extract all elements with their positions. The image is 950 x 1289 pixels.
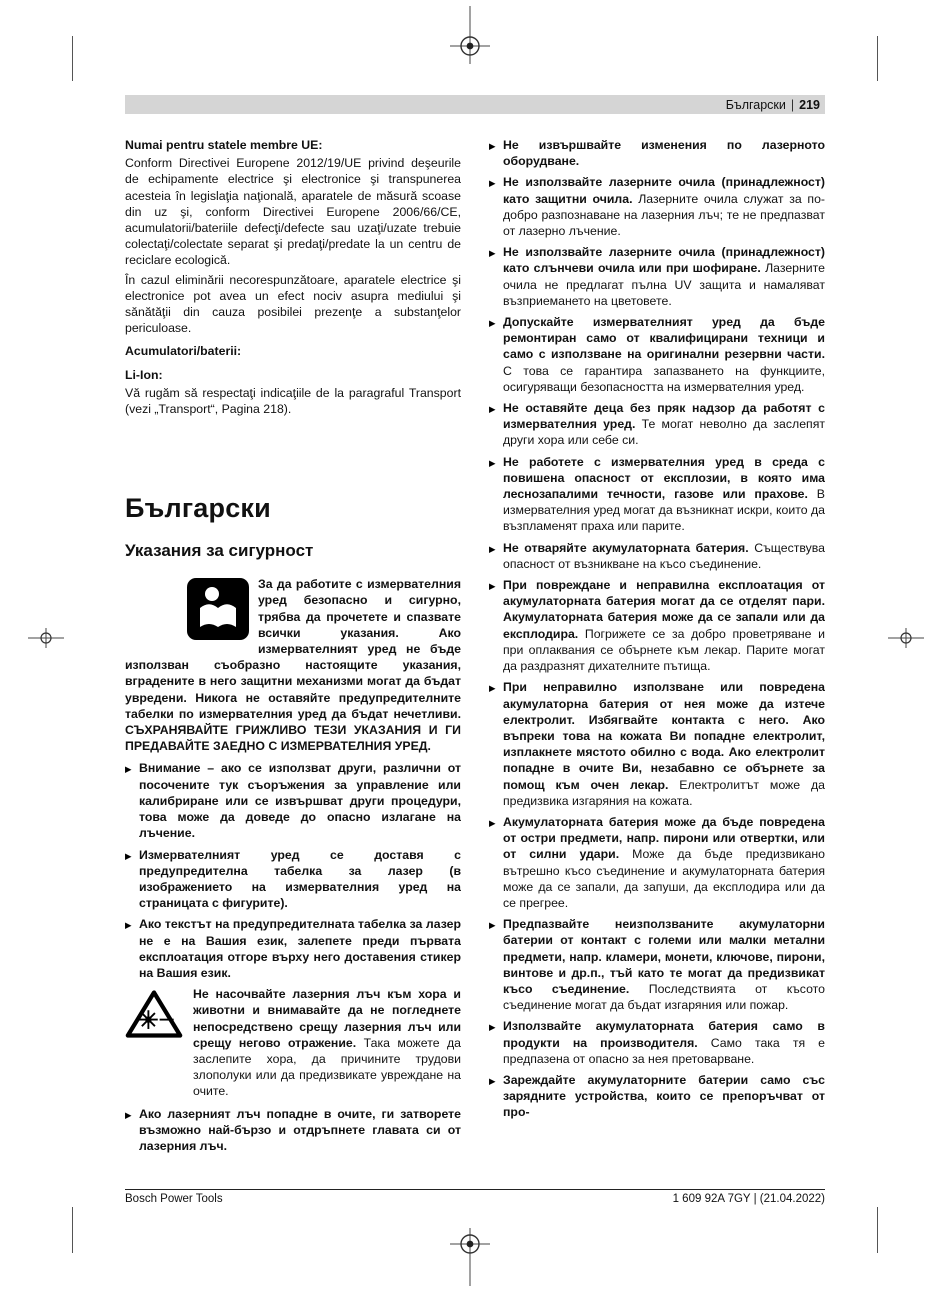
safety-bullet bbox=[125, 1106, 461, 1155]
bullet-text bbox=[503, 679, 825, 809]
safety-bullet bbox=[489, 916, 825, 1013]
bullet-text bbox=[503, 1072, 825, 1121]
safety-bullet bbox=[489, 540, 825, 572]
bullet-arrow-icon: ▶ bbox=[489, 683, 496, 694]
bullet-normal: Електролитът може да предизвика изгаряния на кожата. bbox=[503, 777, 825, 808]
left-column bbox=[125, 137, 461, 1185]
bullet-arrow-icon: ▶ bbox=[125, 850, 132, 861]
safety-bullet bbox=[489, 314, 825, 395]
safety-bullet bbox=[125, 916, 461, 981]
liion-heading: Li-Ion: bbox=[125, 367, 163, 382]
read-instructions-note bbox=[125, 576, 461, 754]
bullet-arrow-icon: ▶ bbox=[489, 543, 496, 554]
bullet-text bbox=[503, 314, 825, 395]
bullet-bold: Акумулаторната батерия може да бъде повредена от остри предмети, напр. пирони или отвертки, или от силни удари. bbox=[503, 814, 825, 862]
header-separator: | bbox=[790, 97, 795, 112]
bullet-arrow-icon: ▶ bbox=[125, 764, 132, 775]
bullet-text bbox=[503, 814, 825, 911]
bullet-arrow-icon: ▶ bbox=[489, 318, 496, 329]
bullet-text bbox=[503, 916, 825, 1013]
page-footer bbox=[125, 1189, 825, 1205]
intro-paragraph bbox=[125, 576, 461, 754]
bullet-arrow-icon: ▶ bbox=[489, 141, 496, 151]
bullet-bold: При неправилно използване или повредена акумулаторна батерия от нея може да изтече електролит. Избягвайте контакта с него. Ако въпреки това на кожата Ви попадне електролит, изплакнете мястото обилно с вода. Ако електролит попадне в очите Ви, незабавно се обърнете за помощ към очен лекар. bbox=[503, 680, 825, 792]
safety-bullet bbox=[489, 814, 825, 911]
bullet-normal: Може да бъде предизвикано вътрешно късо съединение и акумулаторната батерия може да се запали, да запуши, да експлодира или да се прегрее. bbox=[503, 847, 825, 910]
bullet-normal: В измервателния уред могат да възникнат искри, които да възпламенят праха или парите. bbox=[503, 487, 825, 534]
safety-bullet bbox=[489, 454, 825, 535]
bullet-bold: Зареждайте акумулаторните батерии само със зарядните устройства, които се препоръчват от про- bbox=[503, 1072, 825, 1120]
bullet-text bbox=[139, 847, 461, 912]
header-page-number: 219 bbox=[799, 97, 820, 112]
bullet-text bbox=[503, 454, 825, 535]
registration-mark-left bbox=[28, 628, 64, 648]
language-title: Български bbox=[125, 493, 271, 524]
safety-bullet bbox=[489, 679, 825, 809]
bullet-normal: Само така тя е предпазена от опасно за нея претоварване. bbox=[503, 1035, 825, 1066]
safety-bullet bbox=[489, 174, 825, 239]
read-manual-icon bbox=[187, 578, 249, 640]
safety-bullet bbox=[125, 847, 461, 912]
bullet-normal: Съществува опасност от възникване на късо съединение. bbox=[503, 540, 825, 571]
ue-members-heading: Numai pentru statele membre UE: bbox=[125, 138, 323, 152]
registration-target-bottom bbox=[450, 1224, 490, 1286]
bullet-bold: Не оставяйте деца без пряк надзор да работят с измервателния уред. bbox=[503, 401, 825, 432]
laser-warning-normal: Така можете да заслепите хора, да причините трудови злополуки или да предизвикате увреждане на очите. bbox=[193, 1035, 461, 1099]
bullet-text bbox=[139, 760, 461, 841]
ue-disposal-paragraph: În cazul eliminării necorespunzătoare, aparatele electrice şi electronice pot avea un efect nociv asupra mediului şi sănătăţii din cauza posibilei prezenţe a substanţelor periculoase. bbox=[125, 272, 461, 336]
bullet-normal: Последствията от късото съединение могат да бъдат изгаряния или пожар. bbox=[503, 981, 825, 1013]
bullet-arrow-icon: ▶ bbox=[489, 817, 496, 828]
bullet-text bbox=[139, 1106, 461, 1155]
crop-mark-bottom-left bbox=[72, 1207, 73, 1253]
safety-bullet bbox=[489, 1018, 825, 1067]
laser-warning-bold: Не насочвайте лазерния лъч към хора и животни и внимавайте да не погледнете непосредствено срещу лазерния лъч или срещу негово отражение. bbox=[193, 987, 461, 1050]
intro-bold-text: За да работите с измервателния уред безопасно и сигурно, трябва да прочетете и спазвате всички указания. Ако измервателният уред не бъде използван съобразно настоящите указания, вградените в него защитни механизми могат да бъдат увредени. Никога не оставяйте предупредителните табелки по измервателния уред да бъдат нечетливи. СЪХРАНЯВАЙТЕ ГРИЖЛИВО ТЕЗИ УКАЗАНИЯ И ГИ ПРЕДАВАЙТЕ ЗАЕДНО С ИЗМЕРВАТЕЛНИЯ УРЕД. bbox=[125, 577, 461, 754]
bullet-bold: Предпазвайте неизползваните акумулаторни батерии от контакт с големи или малки метални предмети, напр. кламери, монети, ключове, пирони, винтове и др.п., тъй като те могат да предизвикат късо съединение. bbox=[503, 917, 825, 996]
bullet-bold: При повреждане и неправилна експлоатация от акумулаторната батерия могат да се отделят пари. Акумулаторната батерия може да се запали или да експлодира. bbox=[503, 578, 825, 641]
bullet-arrow-icon: ▶ bbox=[489, 404, 496, 415]
batteries-heading: Acumulatori/baterii: bbox=[125, 344, 242, 359]
bullet-text bbox=[503, 137, 825, 169]
safety-bullet bbox=[489, 137, 825, 169]
bullet-text bbox=[139, 916, 461, 981]
safety-bullet bbox=[489, 400, 825, 449]
bullet-normal: Лазерните очила не предлагат пълна UV защита и намаляват възприемането на цветовете. bbox=[503, 261, 825, 308]
bullet-text bbox=[503, 540, 825, 572]
laser-warning-triangle-icon bbox=[125, 988, 183, 1099]
bullet-bold: Не използвайте лазерните очила (принадлежност) като защитни очила. bbox=[503, 175, 825, 206]
bullet-normal: С това се гарантира запазването на функциите, осигуряващи безопасността на измервателния уред. bbox=[503, 363, 825, 394]
bullet-bold: Не отваряйте акумулаторната батерия. bbox=[503, 540, 749, 555]
bullet-bold: Не използвайте лазерните очила (принадлежност) като слънчеви очила или при шофиране. bbox=[503, 245, 825, 276]
bullet-arrow-icon: ▶ bbox=[489, 581, 496, 592]
laser-warning-block bbox=[125, 986, 461, 1099]
right-column bbox=[489, 137, 825, 1185]
footer-document-number: 1 609 92A 7GY | (21.04.2022) bbox=[672, 1193, 825, 1205]
bullet-text bbox=[503, 577, 825, 674]
registration-mark-right bbox=[888, 628, 924, 648]
transport-note: Vă rugăm să respectaţi indicaţiile de la paragraful Transport (vezi „Transport“, Pagina 218). bbox=[125, 385, 461, 417]
page-header bbox=[125, 95, 825, 114]
crop-mark-bottom-right bbox=[877, 1207, 878, 1253]
crop-mark-top-right bbox=[877, 36, 878, 81]
bullet-bold: Допускайте измервателният уред да бъде ремонтиран само от квалифицирани техници и само с използване на оригинални резервни части. bbox=[503, 315, 825, 362]
registration-target-top bbox=[450, 6, 490, 68]
bullet-bold: Ако текстът на предупредителната табелка за лазер не е на Вашия език, залепете преди първата експлоатация отгоре върху него доставения стикер на Вашия език. bbox=[139, 917, 461, 980]
bullet-text bbox=[503, 400, 825, 449]
safety-section-title: Указания за сигурност bbox=[125, 541, 314, 561]
safety-bullet bbox=[489, 577, 825, 674]
bullet-arrow-icon: ▶ bbox=[489, 920, 496, 931]
bullet-text bbox=[503, 244, 825, 309]
safety-bullet bbox=[125, 760, 461, 841]
bullet-bold: Измервателният уред се доставя с предупредителна табелка за лазер (в изображението на измервателния уред на страницата с фигурите). bbox=[139, 847, 461, 911]
bullet-bold: Използвайте акумулаторната батерия само в продукти на производителя. bbox=[503, 1019, 825, 1050]
bullet-arrow-icon: ▶ bbox=[489, 1022, 496, 1033]
bullet-normal: Те могат неволно да заслепят други хора или себе си. bbox=[503, 417, 825, 448]
safety-bullet bbox=[489, 244, 825, 309]
bullet-text bbox=[503, 1018, 825, 1067]
ue-directive-paragraph: Conform Directivei Europene 2012/19/UE privind deşeurile de echipamente electrice şi electronice şi transpunerea acesteia în legislaţia naţională, aparatele de măsură scoase din uz şi, conform Directivei Europene 2006/66/CE, acumulatorii/bateriile defecţi/defecte sau uzaţi/uzate trebuie colectaţi/colectate separat şi predaţi/predate la un centru de reciclare ecologică. bbox=[125, 156, 461, 268]
bullet-arrow-icon: ▶ bbox=[489, 1075, 496, 1086]
bullet-arrow-icon: ▶ bbox=[489, 457, 496, 468]
crop-mark-top-left bbox=[72, 36, 73, 81]
bullet-text bbox=[503, 174, 825, 239]
bullet-normal: Погрижете се за добро проветряване и при оплаквания се обърнете към лекар. Парите могат да раздразнят дихателните пътища. bbox=[503, 626, 825, 674]
bullet-normal: Лазерните очила служат за по-добро разпознаване на лазерния лъч; те не предпазват от лазерно лъчение. bbox=[503, 191, 825, 239]
bullet-arrow-icon: ▶ bbox=[125, 920, 132, 931]
footer-brand: Bosch Power Tools bbox=[125, 1193, 223, 1205]
bullet-bold: Ако лазерният лъч попадне в очите, ги затворете възможно най-бързо и отдръпнете главата си от лазерния лъч. bbox=[139, 1106, 461, 1153]
safety-bullet bbox=[489, 1072, 825, 1121]
bullet-arrow-icon: ▶ bbox=[489, 248, 496, 259]
laser-warning-text bbox=[193, 986, 461, 1099]
bullet-bold: Не извършвайте изменения по лазерното оборудване. bbox=[503, 138, 825, 169]
bullet-bold: Не работете с измервателния уред в среда с повишена опасност от експлозии, в която има леснозапалими течности, газове или прахове. bbox=[503, 454, 825, 502]
bullet-bold: Внимание – ако се използват други, различни от посочените тук съоръжения за управление или калибриране или се извършват други процедури, това може да доведе до опасно излагане на лъчение. bbox=[139, 761, 461, 841]
header-language-label: Български bbox=[725, 97, 786, 112]
bullet-arrow-icon: ▶ bbox=[125, 1109, 132, 1120]
bullet-arrow-icon: ▶ bbox=[489, 178, 496, 189]
page-content bbox=[125, 137, 825, 1185]
